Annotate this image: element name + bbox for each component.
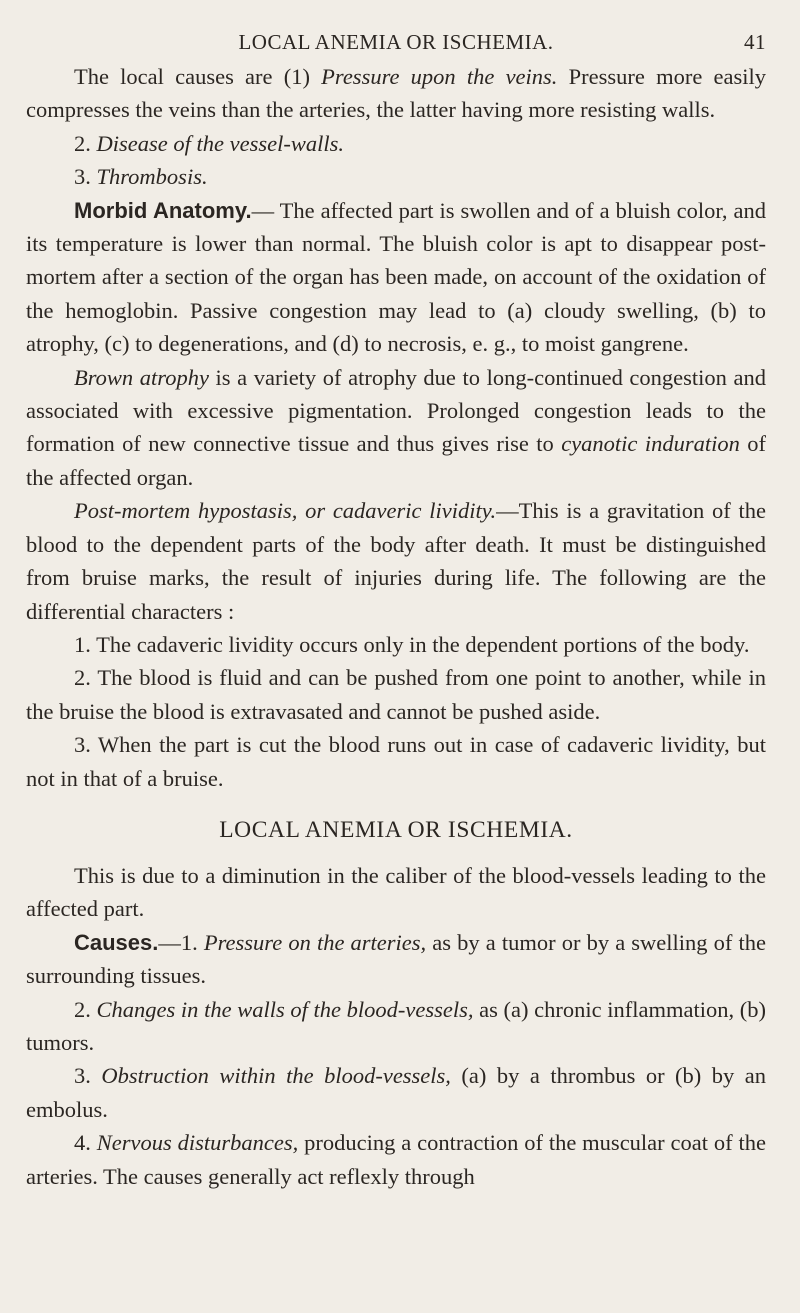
differential-character: 3. When the part is cut the blood runs out in case of cadaveric lividity, but not in that of a bruise.: [26, 732, 766, 791]
causes-item: 4. Nervous disturbances, producing a contraction of the muscular coat of the arteries. The causes generally act reflexly through: [26, 1130, 766, 1189]
ischemia-definition: This is due to a diminution in the caliber of the blood-vessels leading to the affected part.: [26, 862, 766, 922]
page-number: 41: [744, 30, 766, 54]
running-head: [26, 30, 766, 60]
differential-character: 1. The cadaveric lividity occurs only in the dependent portions of the body.: [74, 631, 750, 657]
local-causes-paragraph: The local causes are (1) Pressure upon the veins. Pressure more easily compresses the veins than the arteries, the latter having more resisting walls.: [26, 64, 766, 123]
morbid-anatomy-paragraph: Morbid Anatomy.— The affected part is swollen and of a bluish color, and its temperature is lower than normal. The bluish color is apt to disappear post-mortem after a section of the organ has been made, on account of the oxidation of the hemoglobin. Passive congestion may lead to (a) cloudy swelling, (b) to atrophy, (c) to degenerations, and (d) to necrosis, e. g., to moist gangrene.: [26, 197, 766, 357]
cause-term: Pressure upon the veins.: [321, 64, 558, 89]
causes-item: 3. Obstruction within the blood-vessels, (a) by a thrombus or (b) by an embolus.: [26, 1063, 766, 1122]
hypostasis-paragraph: Post-mortem hypostasis, or cadaveric lividity.—This is a gravitation of the blood to the dependent parts of the body after death. It must be distinguished from bruise marks, the result of injuries during life. The following are the differential characters :: [26, 498, 766, 624]
term: cyanotic induration: [561, 431, 740, 457]
causes-item: 2. Changes in the walls of the blood-vessels, as (a) chronic inflammation, (b) tumors.: [26, 996, 767, 1055]
cause-item: 3. Thrombosis.: [74, 164, 208, 190]
running-head-title: LOCAL ANEMIA OR ISCHEMIA.: [238, 30, 554, 54]
term: Brown atrophy: [74, 364, 209, 390]
causes-item: Causes.—1. Pressure on the arteries, as by a tumor or by a swelling of the surrounding tissues.: [26, 929, 767, 989]
brown-atrophy-paragraph: Brown atrophy is a variety of atrophy due to long-continued congestion and associated with excessive pigmentation. Prolonged congestion leads to the formation of new connective tissue and thus gives rise to cyanotic induration of the affected organ.: [26, 364, 766, 490]
section-title: LOCAL ANEMIA OR ISCHEMIA.: [219, 816, 573, 843]
section-heading: Morbid Anatomy.: [74, 197, 252, 223]
cause-item: 2. Disease of the vessel-walls.: [74, 130, 344, 156]
term: Post-mortem hypostasis, or cadaveric lividity.: [74, 498, 497, 524]
differential-character: 2. The blood is fluid and can be pushed from one point to another, while in the bruise the blood is extravasated and cannot be pushed aside.: [26, 665, 766, 724]
book-page: [26, 30, 766, 1193]
section-heading: Causes.: [74, 929, 159, 955]
